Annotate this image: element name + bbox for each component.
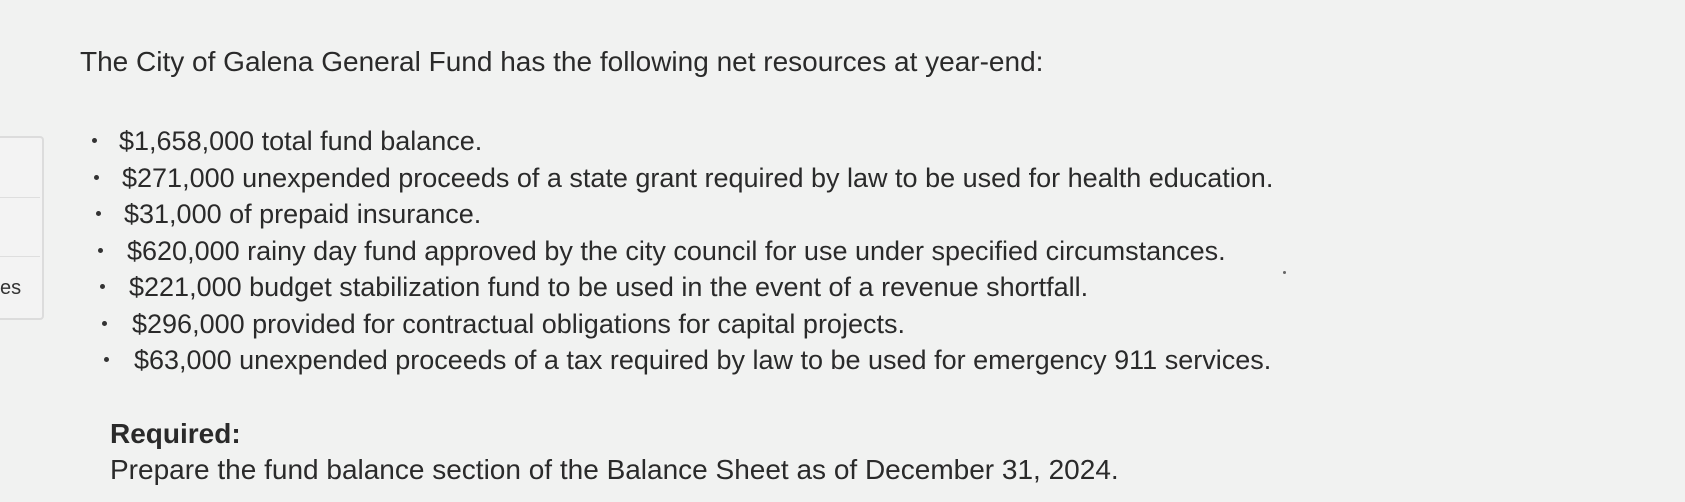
list-item-text: $296,000 provided for contractual obligations for capital projects. [132, 308, 905, 339]
side-panel-divider [0, 197, 40, 198]
side-panel-label: es [0, 277, 22, 299]
list-item-text: $620,000 rainy day fund approved by the city council for use under specified circumstances. [127, 235, 1226, 266]
list-item-text: $271,000 unexpended proceeds of a state grant required by law to be used for health education. [122, 162, 1274, 193]
bullet-icon [102, 321, 107, 326]
list-item-text: $221,000 budget stabilization fund to be used in the event of a revenue shortfall. [129, 272, 1089, 302]
required-heading: Required: [110, 418, 241, 449]
side-panel-divider [0, 256, 40, 257]
bullet-icon [98, 248, 103, 253]
bullet-icon [100, 284, 105, 289]
bullet-icon [94, 175, 99, 180]
stray-dot [1283, 271, 1286, 274]
bullet-icon [92, 138, 97, 143]
question-intro: The City of Galena General Fund has the following net resources at year-end: [80, 46, 1044, 77]
list-item-text: $1,658,000 total fund balance. [119, 126, 483, 156]
list-item-text: $63,000 unexpended proceeds of a tax required by law to be used for emergency 911 services. [134, 345, 1272, 375]
list-item-text: $31,000 of prepaid insurance. [124, 199, 482, 229]
bullet-icon [104, 357, 109, 362]
bullet-icon [96, 211, 101, 216]
required-text: Prepare the fund balance section of the Balance Sheet as of December 31, 2024. [110, 454, 1119, 485]
